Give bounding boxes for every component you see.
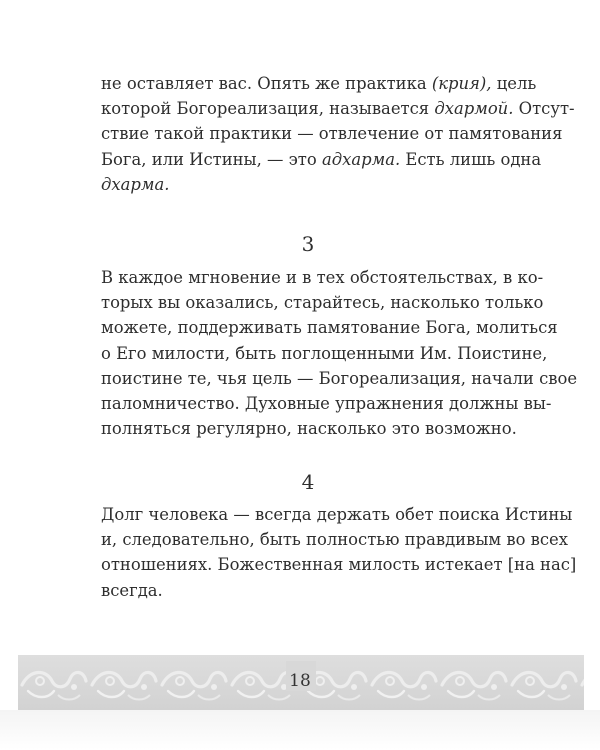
text-run: Бога, или Истины, — это xyxy=(101,149,322,169)
paragraph-section-4 xyxy=(101,502,577,603)
text-line: ствие такой практики — отвлечение от памятования xyxy=(101,124,563,144)
text-line: торых вы оказались, старайтесь, насколько только xyxy=(101,293,544,313)
text-line: Долг человека — всегда держать обет поиска Истины xyxy=(101,505,573,524)
section-number-3: 3 xyxy=(301,232,315,256)
text-run: которой Богореализация, называется xyxy=(101,99,435,119)
text-run: не оставляет вас. Опять же практика xyxy=(101,74,432,93)
text-line: о Его милости, быть поглощенными Им. Поистине, xyxy=(101,343,548,363)
text-line: отношениях. Божественная милость истекает [на нас] xyxy=(101,555,577,575)
paragraph-section-3 xyxy=(101,265,578,441)
text-run: цель xyxy=(491,74,537,93)
text-line: В каждое мгновение и в тех обстоятельствах, в ко- xyxy=(101,268,544,287)
page-number: 18 xyxy=(289,671,311,691)
text-run: Отсут- xyxy=(513,99,575,119)
text-line: всегда. xyxy=(101,580,163,600)
text-line: паломничество. Духовные упражнения должны вы- xyxy=(101,394,552,414)
italic-term: адхарма. xyxy=(321,149,401,169)
text-line xyxy=(101,147,542,172)
italic-term: дхармой. xyxy=(434,99,514,119)
text-line xyxy=(101,96,575,121)
bottom-fade xyxy=(0,710,600,750)
italic-term: (крия), xyxy=(431,74,492,93)
text-line xyxy=(101,71,537,96)
italic-term: дхарма. xyxy=(101,174,170,194)
text-line: поистине те, чья цель — Богореализация, начали свое xyxy=(101,368,578,388)
section-number-4: 4 xyxy=(301,470,315,494)
text-run: Есть лишь одна xyxy=(400,149,542,169)
text-line: можете, поддерживать памятование Бога, молиться xyxy=(101,318,558,338)
text-line: полняться регулярно, насколько это возможно. xyxy=(101,419,517,439)
text-line: и, следовательно, быть полностью правдивым во всех xyxy=(101,530,568,550)
paragraph-intro xyxy=(101,71,575,197)
